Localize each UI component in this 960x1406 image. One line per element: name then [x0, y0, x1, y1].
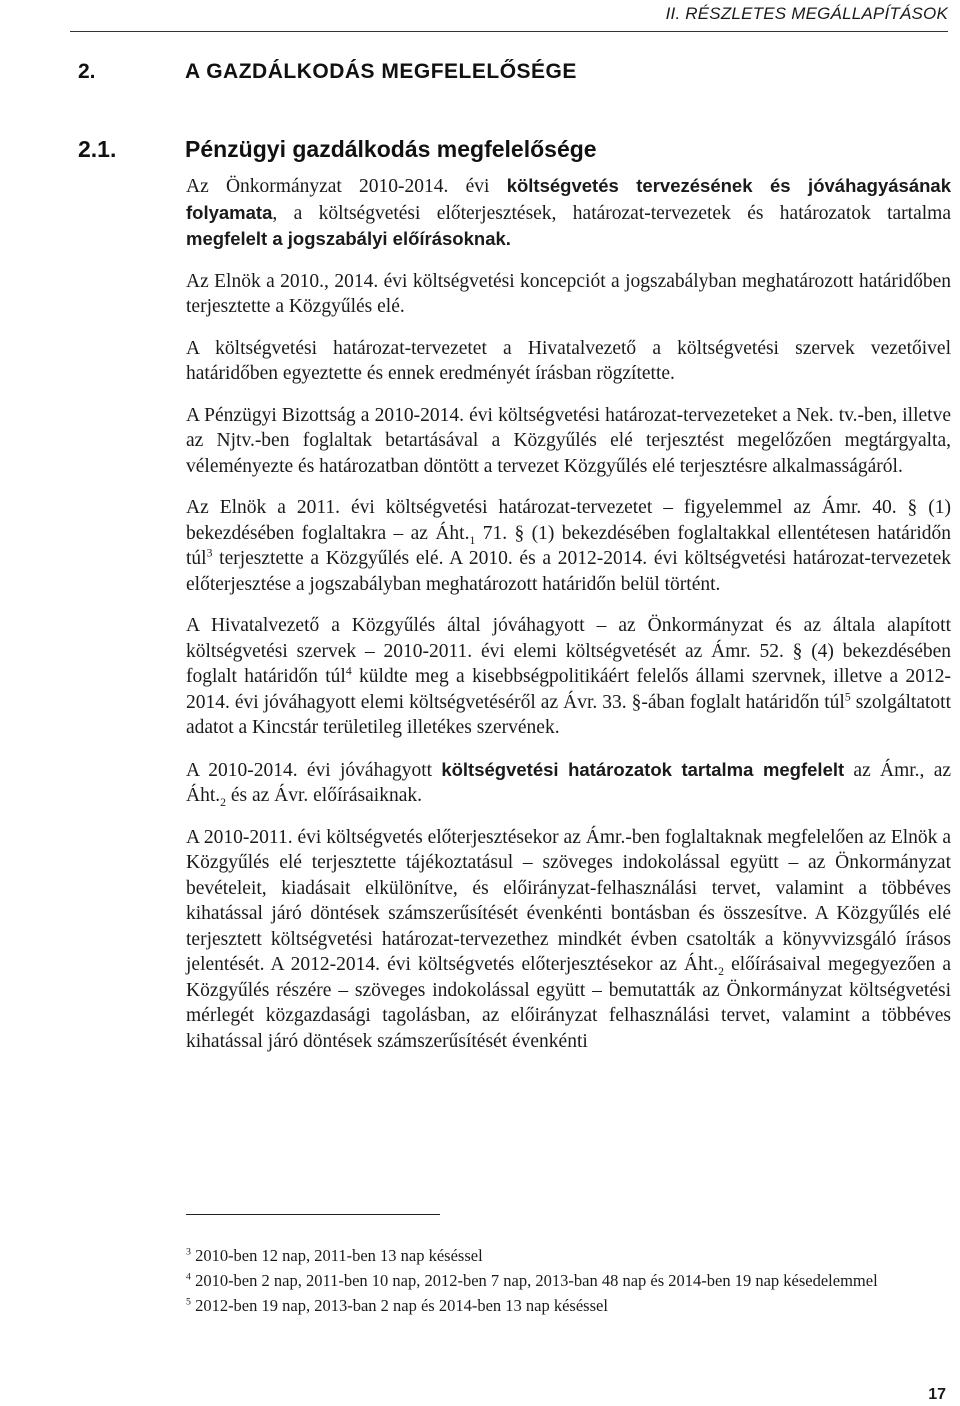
index-mark: 3: [206, 546, 213, 560]
subsection-heading: [78, 136, 597, 163]
footnotes: [186, 1245, 951, 1320]
subsection-title: Pénzügyi gazdálkodás megfelelősége: [185, 136, 597, 162]
footnote: [186, 1295, 951, 1316]
paragraph: A Pénzügyi Bizottság a 2010-2014. évi költségvetési határozat-tervezeteket a Nek. tv.-ben, illetve az Njtv.-ben foglaltak betartásával a Közgyűlés elé terjesztést megelőzően megtárgyalta, véleményezte és határozatban döntött a tervezet Közgyűlés elé terjesztésre alkalmasságáról.: [186, 404, 951, 477]
footnote-mark: 3: [186, 1246, 191, 1258]
paragraph: A költségvetési határozat-tervezetet a Hivatalvezető a költségvetési szervek vezetőivel határidőben egyeztette és ennek eredményét írásban rögzítette.: [186, 337, 951, 384]
paragraph: A Hivatalvezető a Közgyűlés által jóváhagyott – az Önkormányzat és az általa alapított költségvetési szervek – 2010-2011. évi elemi költségvetését az Ámr. 52. § (4) bekezdésében foglalt határidőn túl$^4$ küldte meg a kisebbségpolitikáért felelős állami szervnek, illetve a 2012-2014. évi jóváhagyott elemi költségvetéséről az Ávr. 33. §-ában foglalt határidőn túl$^5$ szolgáltatott adatot a Kincstár területileg illetékes szervének.: [186, 615, 952, 738]
footnote-text: 2010-ben 2 nap, 2011-ben 10 nap, 2012-ben 7 nap, 2013-ban 48 nap és 2014-ben 19 nap késedelemmel: [195, 1271, 878, 1290]
page-number: 17: [928, 1386, 946, 1403]
index-mark: 1: [469, 533, 476, 547]
index-mark: 5: [844, 690, 851, 703]
header-rule: [70, 31, 948, 32]
subsection-number: 2.1.: [78, 136, 117, 162]
index-mark: 2: [718, 964, 724, 978]
paragraph: A 2010-2011. évi költségvetés előterjesztésekor az Ámr.-ben foglaltaknak megfelelően az Elnök a Közgyűlés elé terjesztette tájékoztatásul – szöveges indokolással együtt – az Önkormányzat bevételeit, kiadásait elkülönítve, és előirányzat-felhasználási tervet, valamint a többéves kihatással járó döntések számszerűsítését évenkénti bontásban és összesítve. A Közgyűlés elé terjesztett költségvetési határozat-tervezethez mindkét évben csatolták a könyvvizsgáló írásos jelentését. A 2012-2014. évi költségvetés előterjesztésekor az $Áht._2$ előírásaival megegyezően a Közgyűlés részére – szöveges indokolással együtt – bemutatták az Önkormányzat költségvetési mérlegét közgazdasági tagolásban, az előirányzat felhasználási tervet, valamint a többéves kihatással járó döntések számszerűsítését évenkénti: [186, 826, 951, 1052]
running-header: II. RÉSZLETES MEGÁLLAPÍTÁSOK: [665, 4, 948, 23]
footnote-mark: 5: [186, 1296, 191, 1308]
emphasis-text: költségvetési határozatok tartalma megfelelt: [441, 758, 845, 780]
body-text: [186, 173, 951, 1070]
paragraph: A 2010-2014. évi jóváhagyott költségvetési határozatok tartalma megfelelt az Ámr., az $Áht._2$ és az Ávr. előírásaiknak.: [186, 758, 952, 809]
footnote-text: 2012-ben 19 nap, 2013-ban 2 nap és 2014-ben 13 nap késéssel: [195, 1296, 608, 1315]
index-mark: 2: [220, 795, 226, 809]
paragraph: Az Önkormányzat 2010-2014. évi költségvetés tervezésének és jóváhagyásának folyamata, a költségvetési előterjesztések, határozat-tervezetek és határozatok tartalma megfelelt a jogszabályi előírásoknak.: [186, 175, 951, 249]
section-heading: [78, 60, 577, 84]
section-number: 2.: [78, 60, 96, 83]
emphasis-text: megfelelt a jogszabályi előírásoknak.: [186, 228, 511, 249]
section-title: A GAZDÁLKODÁS MEGFELELŐSÉGE: [185, 60, 577, 83]
footnote: [186, 1245, 951, 1266]
footnote-mark: 4: [186, 1271, 191, 1283]
paragraph: Az Elnök a 2010., 2014. évi költségvetési koncepciót a jogszabályban meghatározott határidőben terjesztette a Közgyűlés elé.: [186, 270, 951, 317]
emphasis-text: költségvetés tervezésének és jóváhagyásának folyamata: [186, 175, 951, 223]
footnote: [186, 1270, 951, 1291]
index-mark: 4: [345, 664, 352, 678]
paragraph: Az Elnök a 2011. évi költségvetési határozat-tervezetet – figyelemmel az Ámr. 40. § (1) bekezdésében foglaltakra – az $Áht._1$ 71. § (1) bekezdésében foglaltakkal ellentétesen határidőn túl$^3$ terjesztette a Közgyűlés elé. A 2010. és a 2012-2014. évi költségvetési határozat-tervezetek előterjesztése a jogszabályban meghatározott határidőn belül történt.: [186, 497, 951, 595]
footnote-separator: [186, 1214, 440, 1215]
footnote-text: 2010-ben 12 nap, 2011-ben 13 nap késéssel: [195, 1246, 483, 1265]
